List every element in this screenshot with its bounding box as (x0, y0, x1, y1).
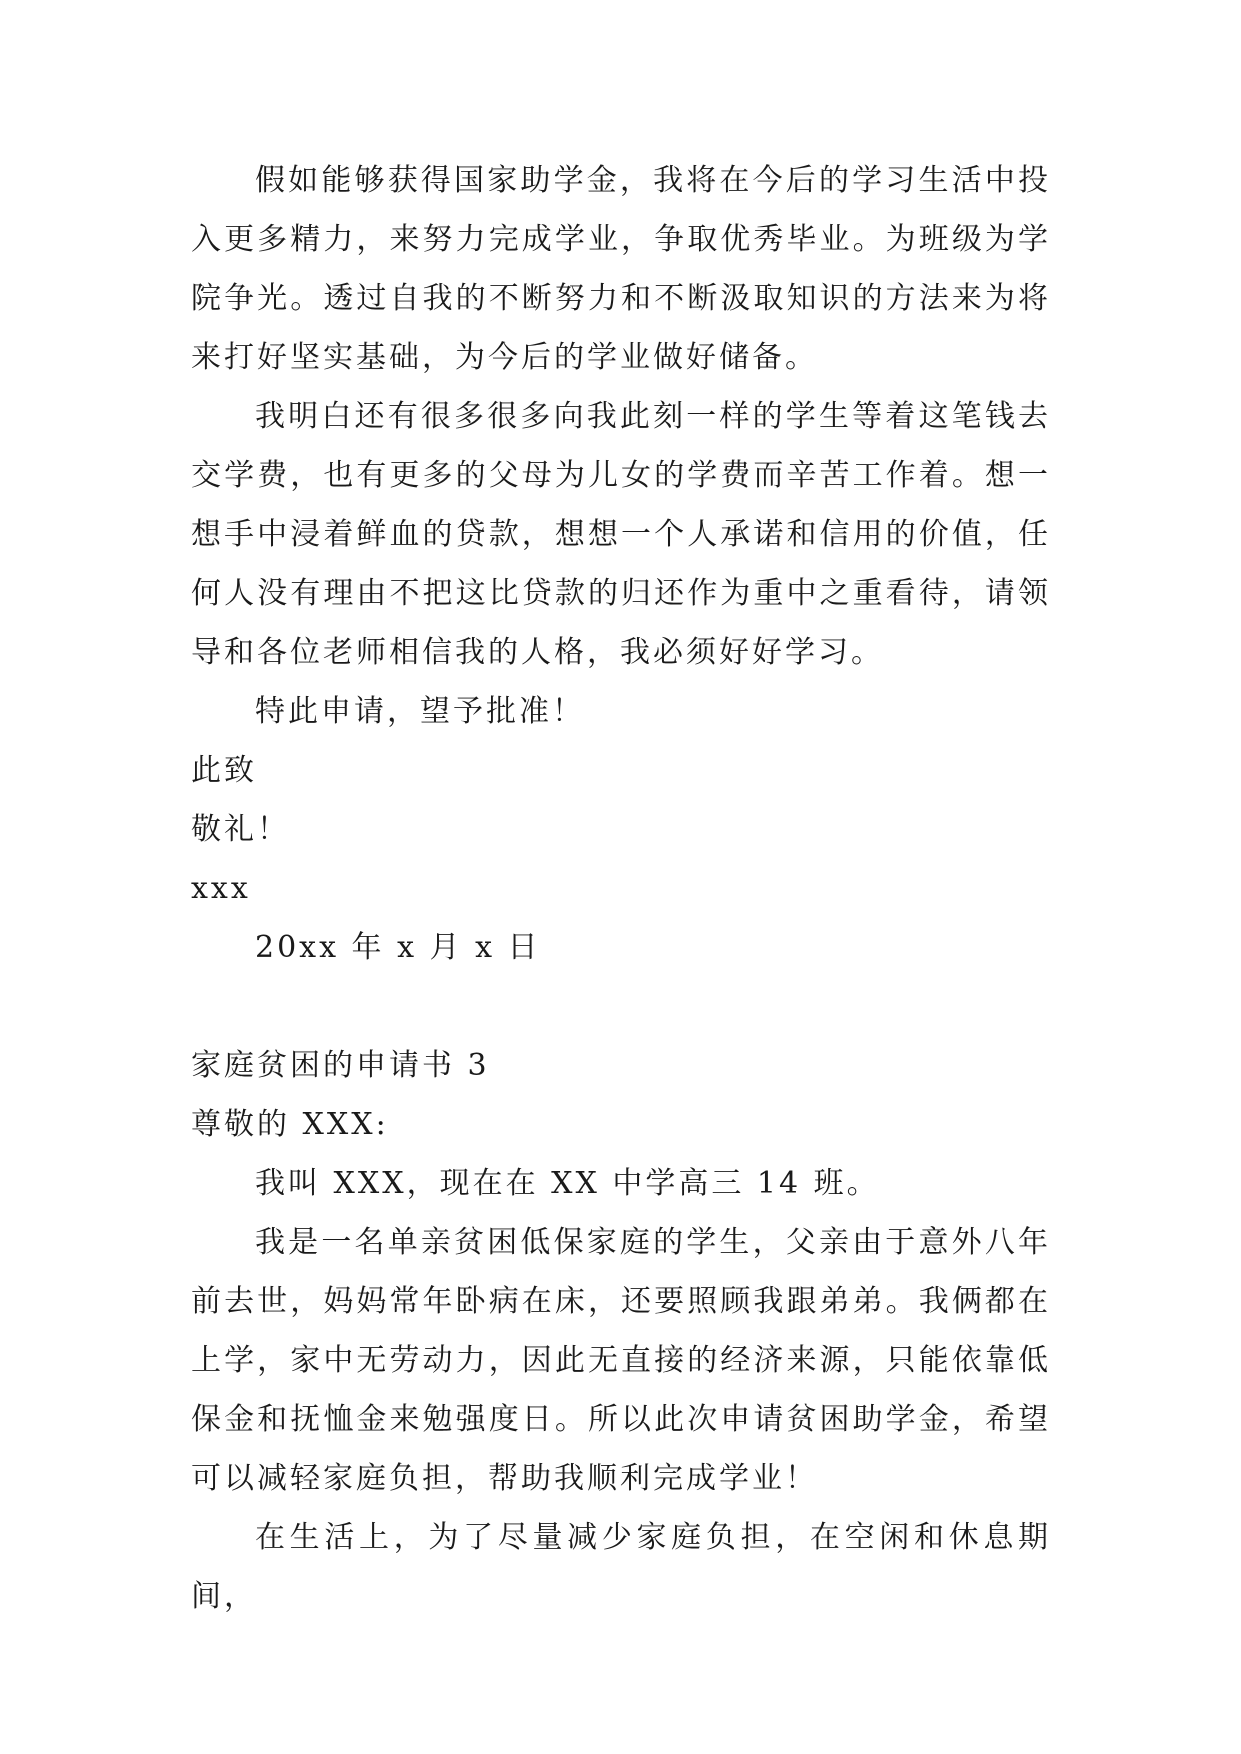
signature: xxx (191, 871, 251, 906)
body-paragraph: 我叫 XXX，现在在 XX 中学高三 14 班。 (255, 1166, 880, 1201)
date: 20xx 年 x 月 x 日 (255, 930, 541, 965)
closing-regards: 敬礼！ (191, 812, 290, 847)
body-paragraph: 我是一名单亲贫困低保家庭的学生，父亲由于意外八年前去世，妈妈常年卧病在床，还要照顾我跟弟弟。我俩都在上学，家中无劳动力，因此无直接的经济来源，只能依靠低保金和抚恤金来勉强度日。所以此次申请贫困助学金，希望可以减轻家庭负担，帮助我顺利完成学业！ (191, 1225, 1051, 1496)
body-paragraph: 特此申请，望予批准！ (255, 694, 585, 729)
body-paragraph: 我明白还有很多很多向我此刻一样的学生等着这笔钱去交学费，也有更多的父母为儿女的学费而辛苦工作着。想一想手中浸着鲜血的贷款，想想一个人承诺和信用的价值，任何人没有理由不把这比贷款的归还作为重中之重看待，请领导和各位老师相信我的人格，我必须好好学习。 (191, 399, 1051, 670)
document-body (191, 151, 1051, 1626)
closing-line: 此致 (191, 753, 257, 788)
salutation: 尊敬的 XXX: (191, 1107, 389, 1142)
section-title: 家庭贫困的申请书 3 (191, 1048, 490, 1083)
section-gap (191, 977, 1051, 1036)
body-paragraph: 在生活上，为了尽量减少家庭负担，在空闲和休息期间， (191, 1520, 1051, 1614)
body-paragraph: 假如能够获得国家助学金，我将在今后的学习生活中投入更多精力，来努力完成学业，争取优秀毕业。为班级为学院争光。透过自我的不断努力和不断汲取知识的方法来为将来打好坚实基础，为今后的学业做好储备。 (191, 163, 1051, 375)
